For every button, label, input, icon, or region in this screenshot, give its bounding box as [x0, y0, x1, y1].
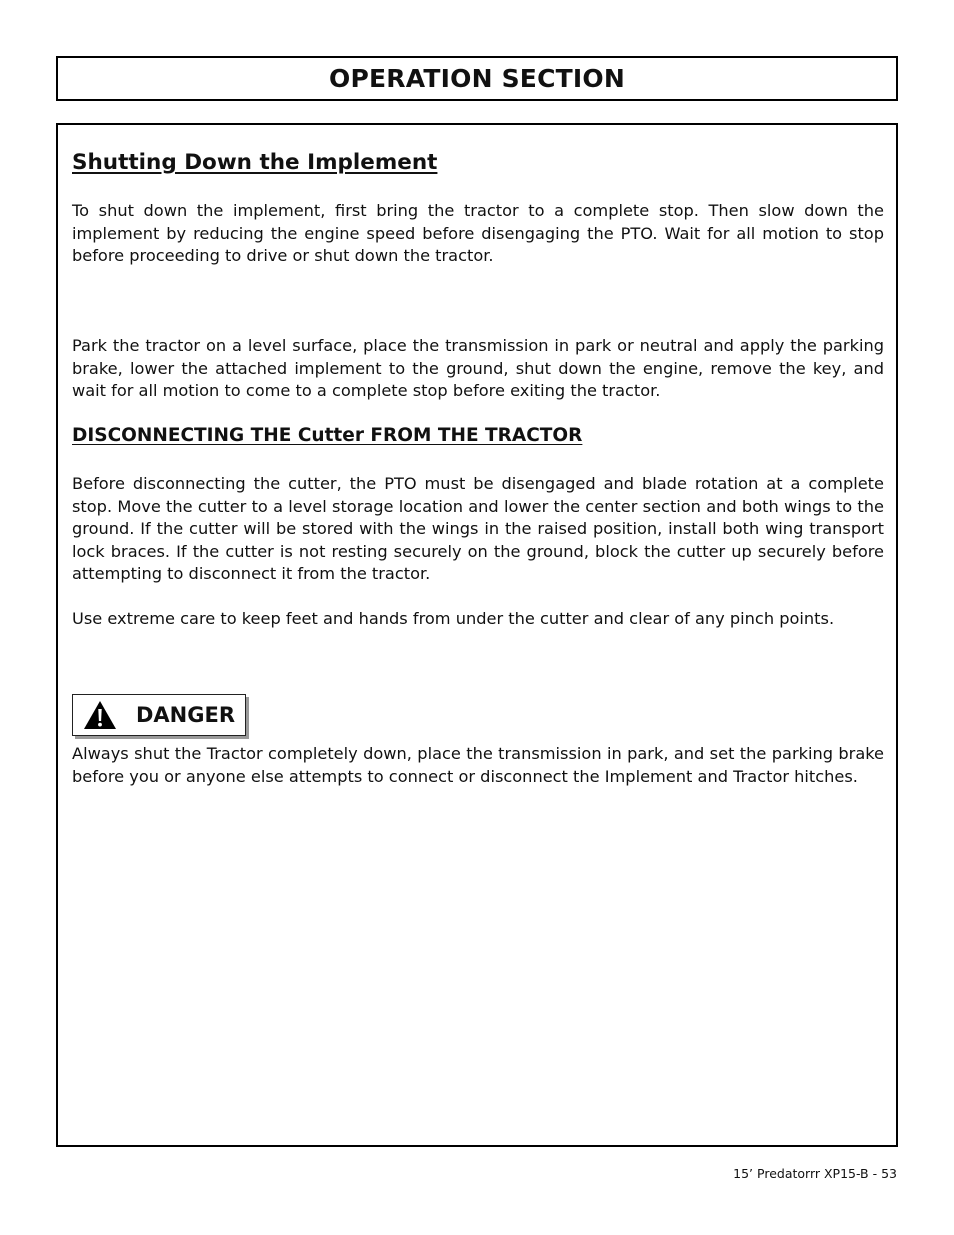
page-title: OPERATION SECTION — [329, 64, 625, 93]
section-header — [56, 56, 898, 101]
page-footer: 15’ Predatorrr XP15-B - 53 — [733, 1166, 897, 1181]
shutdown-heading: Shutting Down the Implement — [72, 150, 438, 175]
danger-badge — [72, 694, 246, 736]
disconnect-heading: DISCONNECTING THE Cutter FROM THE TRACTOR — [72, 425, 583, 446]
danger-label: DANGER — [136, 703, 236, 727]
disconnect-paragraph-2: Use extreme care to keep feet and hands from under the cutter and clear of any pinch points. — [72, 609, 835, 628]
danger-text: Always shut the Tractor completely down, place the transmission in park, and set the parking brake before you or anyone else attempts to connect or disconnect the Implement and Tractor hitches. — [72, 744, 884, 786]
warning-triangle-icon — [83, 700, 117, 730]
shutdown-paragraph-2: Park the tractor on a level surface, place the transmission in park or neutral and apply the parking brake, lower the attached implement to the ground, shut down the engine, remove the key, and wait for all motion to come to a complete stop before exiting the tractor. — [72, 336, 884, 401]
content-box — [56, 123, 898, 1147]
shutdown-paragraph-1: To shut down the implement, first bring the tractor to a complete stop. Then slow down the implement by reducing the engine speed before disengaging the PTO. Wait for all motion to stop before proceeding to drive or shut down the tractor. — [72, 201, 884, 266]
disconnect-paragraph-1: Before disconnecting the cutter, the PTO must be disengaged and blade rotation at a complete stop. Move the cutter to a level storage location and lower the center section and both wings to the ground. If the cutter will be stored with the wings in the raised position, install both wing transport lock braces. If the cutter is not resting securely on the ground, block the cutter up securely before attempting to disconnect it from the tractor. — [72, 474, 884, 584]
